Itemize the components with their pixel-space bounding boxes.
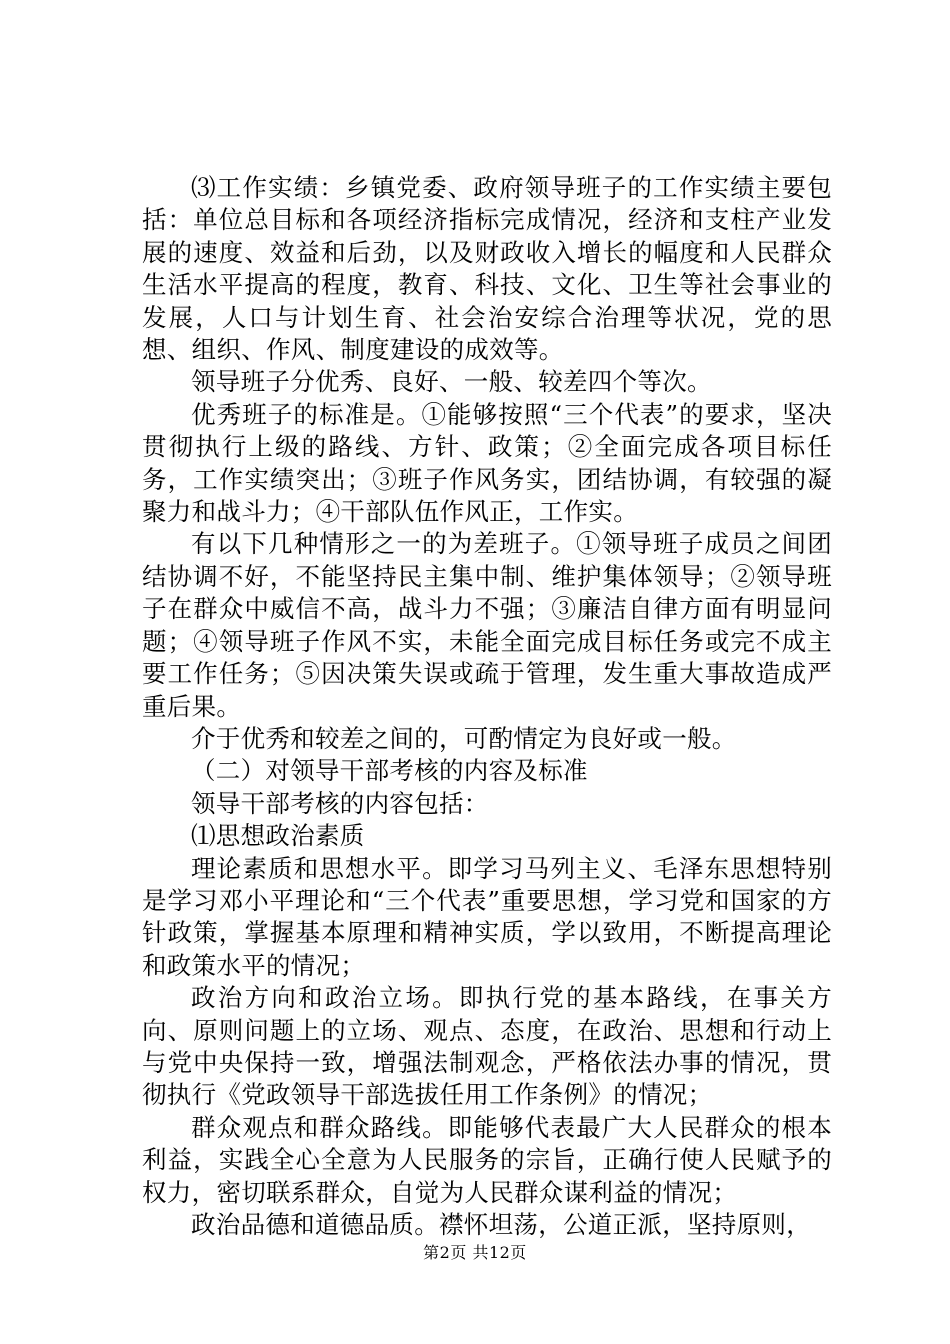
paragraph-moral-quality: 政治品德和道德品质。襟怀坦荡，公道正派，坚持原则， (191, 1210, 811, 1239)
paragraph-middle-grade: 介于优秀和较差之间的，可酌情定为良好或一般。 (191, 723, 737, 753)
section-heading-cadre-assessment: （二）对领导干部考核的内容及标准 (191, 756, 588, 786)
page-number-footer: 第2页 共12页 (423, 1243, 527, 1262)
paragraph-work-performance: ⑶工作实绩：乡镇党委、政府领导班子的工作实绩主要包括：单位总目标和各项经济指标完成情况，经济和支柱产业发展的速度、效益和后劲，以及财政收入增长的幅度和人民群众生活水平提高的程度，教育、科技、文化、卫生等社会事业的发展，人口与计划生育、社会治安综合治理等状况，党的思想、组织、作风、制度建设的成效等。 (142, 173, 832, 365)
paragraph-political-direction: 政治方向和政治立场。即执行党的基本路线，在事关方向、原则问题上的立场、观点、态度，在政治、思想和行动上与党中央保持一致，增强法制观念，严格依法办事的情况，贯彻执行《党政领导干部选拔任用工作条例》的情况； (142, 983, 832, 1110)
paragraph-mass-line: 群众观点和群众路线。即能够代表最广大人民群众的根本利益，实践全心全意为人民服务的宗旨，正确行使人民赋予的权力，密切联系群众，自觉为人民群众谋利益的情况； (142, 1112, 832, 1207)
paragraph-assessment-contents: 领导干部考核的内容包括： (191, 788, 489, 818)
paragraph-poor-standard: 有以下几种情形之一的为差班子。①领导班子成员之间团结协调不好，不能坚持民主集中制、维护集体领导；②领导班子在群众中威信不高，战斗力不强；③廉洁自律方面有明显问题；④领导班子作风不实，未能全面完成目标任务或完不成主要工作任务；⑤因决策失误或疏于管理，发生重大事故造成严重后果。 (142, 529, 832, 721)
subheading-political-quality: ⑴思想政治素质 (191, 821, 365, 851)
paragraph-grade-levels: 领导班子分优秀、良好、一般、较差四个等次。 (191, 367, 712, 397)
document-body (142, 172, 832, 1241)
paragraph-excellent-standard: 优秀班子的标准是。①能够按照“三个代表”的要求，坚决贯彻执行上级的路线、方针、政策；②全面完成各项目标任务，工作实绩突出；③班子作风务实，团结协调，有较强的凝聚力和战斗力；④干部队伍作风正，工作实。 (142, 399, 832, 527)
paragraph-theory-quality: 理论素质和思想水平。即学习马列主义、毛泽东思想特别是学习邓小平理论和“三个代表”重要思想，学习党和国家的方针政策，掌握基本原理和精神实质，学以致用，不断提高理论和政策水平的情况； (142, 853, 832, 980)
